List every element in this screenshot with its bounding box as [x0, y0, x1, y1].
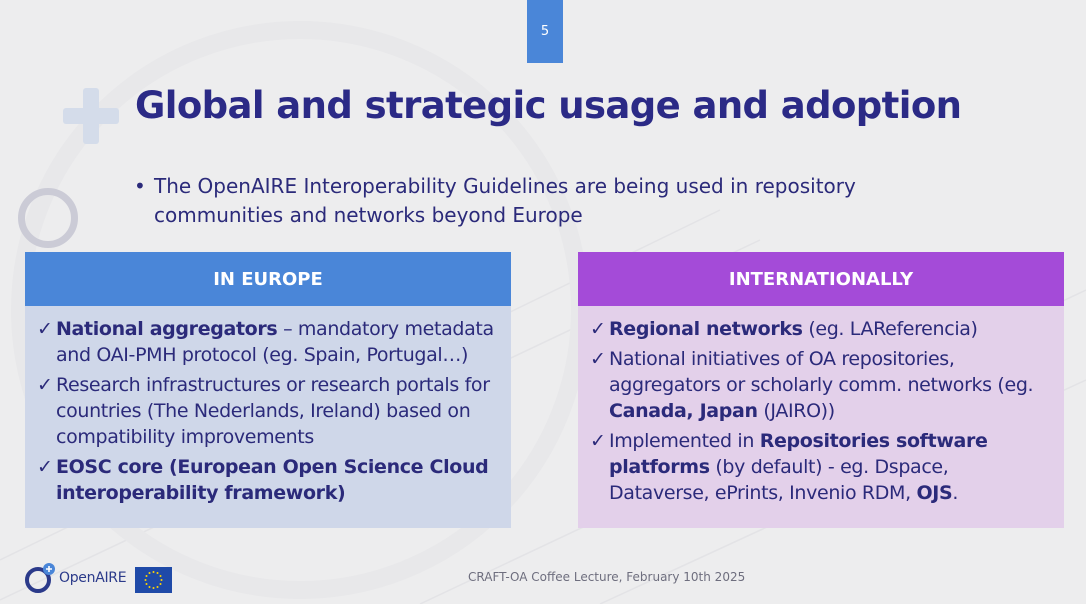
- eu-flag-icon: [135, 567, 172, 593]
- list-item: ✓ EOSC core (European Open Science Cloud interoperability framework): [37, 456, 489, 504]
- checkmark-icon: ✓: [37, 374, 53, 396]
- footer-caption: CRAFT-OA Coffee Lecture, February 10th 2025: [468, 570, 746, 584]
- intro-text: The OpenAIRE Interoperability Guidelines are being used in repository communities and networks beyond Europe: [154, 174, 856, 227]
- checkmark-icon: ✓: [37, 318, 53, 340]
- list-item: ✓ Regional networks (eg. LAReferencia): [590, 318, 978, 340]
- slide-title: Global and strategic usage and adoption: [135, 84, 962, 127]
- openaire-logo: [24, 562, 126, 594]
- list-item: ✓ Research infrastructures or research portals for countries (The Nederlands, Ireland) based on compatibility improvements: [37, 374, 490, 448]
- checkmark-icon: ✓: [590, 318, 606, 340]
- europe-panel-heading: IN EUROPE: [25, 252, 511, 306]
- list-item: ✓ National initiatives of OA repositories, aggregators or scholarly comm. networks (eg. Canada, Japan (JAIRO)): [590, 348, 1034, 422]
- ring-decoration-icon: [18, 188, 78, 248]
- checkmark-icon: ✓: [37, 456, 53, 478]
- page-number: 5: [527, 0, 563, 63]
- europe-panel: [25, 252, 511, 528]
- plus-decoration-icon: [63, 88, 119, 144]
- intro-bullet: [134, 172, 964, 230]
- international-panel-heading: INTERNATIONALLY: [578, 252, 1064, 306]
- international-panel: [578, 252, 1064, 528]
- logo-text: OpenAIRE: [59, 570, 127, 586]
- checkmark-icon: ✓: [590, 348, 606, 370]
- checkmark-icon: ✓: [590, 430, 606, 452]
- list-item: ✓ National aggregators – mandatory metadata and OAI-PMH protocol (eg. Spain, Portugal…): [37, 318, 494, 366]
- bullet-icon: •: [134, 174, 146, 198]
- list-item: ✓ Implemented in Repositories software platforms (by default) - eg. Dspace, Dataverse, ePrints, Invenio RDM, OJS.: [590, 430, 988, 504]
- openaire-logo-icon: [24, 562, 56, 594]
